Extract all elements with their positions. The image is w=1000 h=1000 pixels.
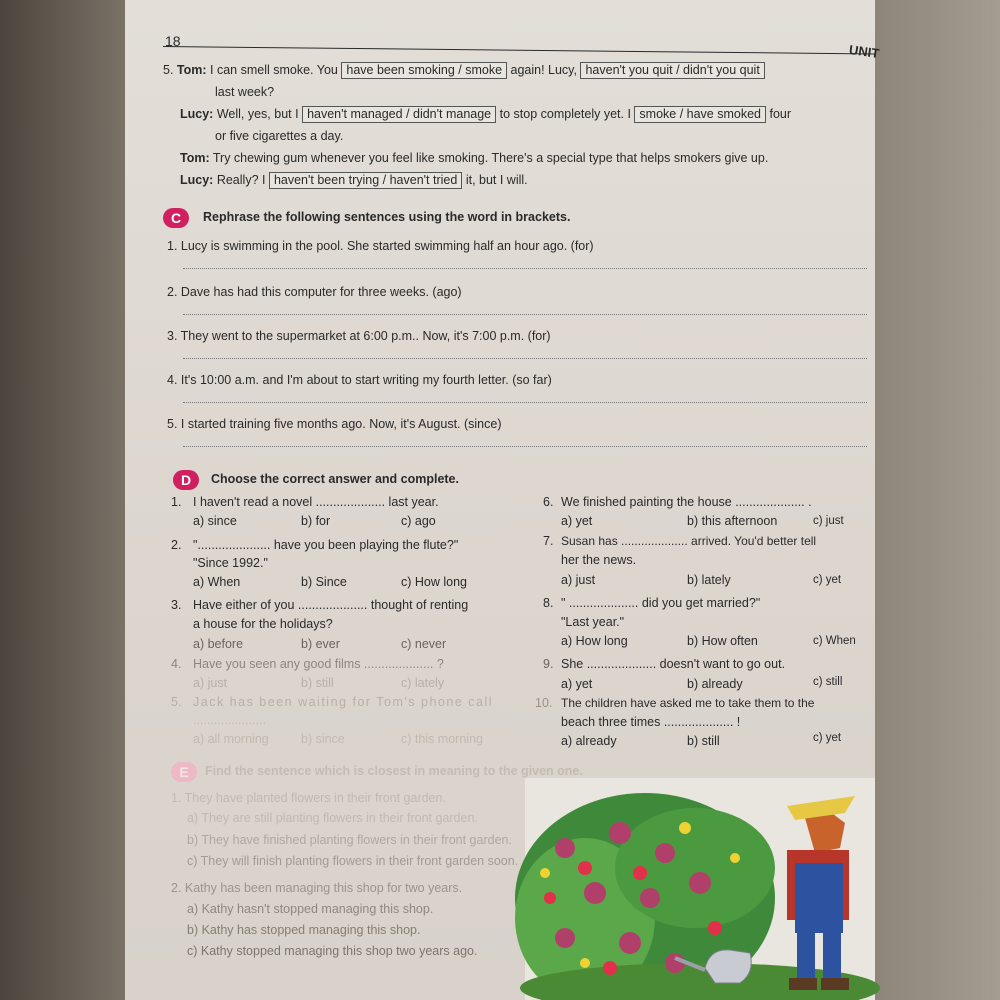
option[interactable]: b) still — [687, 734, 720, 748]
answer-line[interactable] — [183, 358, 867, 359]
dialogue-line-3 — [180, 150, 768, 166]
unit-label: UNIT — [848, 41, 881, 62]
option[interactable]: a) How long — [561, 634, 628, 648]
speaker: Tom: — [180, 151, 210, 165]
option[interactable]: b) since — [301, 732, 345, 746]
dialogue-line-4 — [180, 172, 528, 189]
option[interactable]: c) just — [813, 515, 844, 527]
rephrase-item: 5. I started training five months ago. Now, it's August. (since) — [167, 417, 502, 431]
question-text: "..................... have you been playing the flute?" — [193, 538, 459, 552]
question-text-2: a house for the holidays? — [193, 617, 333, 631]
option[interactable]: c) Kathy stopped managing this shop two years ago. — [187, 944, 478, 958]
section-d-badge: D — [173, 470, 199, 490]
option[interactable]: b) still — [301, 676, 334, 690]
option[interactable]: c) ago — [401, 514, 436, 528]
dialogue-text: Try chewing gum whenever you feel like smoking. There's a special type that helps smokers give up. — [212, 151, 769, 165]
rephrase-item: 4. It's 10:00 a.m. and I'm about to start writing my fourth letter. (so far) — [167, 373, 552, 387]
option[interactable]: b) They have finished planting flowers in their front garden. — [187, 833, 512, 847]
question-text: Have you seen any good films .................... ? — [193, 657, 444, 671]
option[interactable]: b) Since — [301, 575, 347, 589]
question-text: We finished painting the house .................... . — [561, 495, 812, 509]
speaker: Lucy: — [180, 173, 214, 187]
dialogue-line-1 — [163, 62, 765, 79]
option[interactable]: a) Kathy hasn't stopped managing this shop. — [187, 902, 434, 916]
speaker: Tom: — [176, 63, 207, 77]
question-text: I haven't read a novel .................... last year. — [193, 495, 439, 509]
option[interactable]: b) How often — [687, 634, 758, 648]
question-text-2: beach three times .................... ! — [561, 715, 741, 729]
e-question: 2. Kathy has been managing this shop for two years. — [171, 881, 463, 895]
section-e-title: Find the sentence which is closest in meaning to the given one. — [205, 764, 583, 778]
dialogue-line-2 — [180, 106, 791, 123]
option[interactable]: a) yet — [561, 514, 593, 528]
background-left — [0, 0, 125, 1000]
option[interactable]: a) just — [561, 573, 596, 587]
option[interactable]: c) never — [401, 637, 447, 651]
garden-fox-illustration — [525, 778, 875, 1000]
option[interactable]: b) Kathy has stopped managing this shop. — [187, 923, 421, 937]
option[interactable]: c) lately — [401, 676, 445, 690]
question-text: " .................... did you get married?" — [561, 596, 761, 610]
question-text: Jack has been waiting for Tom's phone call — [193, 695, 494, 709]
option[interactable]: b) already — [687, 677, 743, 691]
option[interactable]: b) lately — [687, 573, 731, 587]
option[interactable]: b) for — [301, 514, 331, 528]
option[interactable]: a) yet — [561, 677, 593, 691]
question-number: 7. — [543, 534, 554, 548]
question-number: 2. — [171, 538, 182, 552]
option[interactable]: b) this afternoon — [687, 514, 778, 528]
question-number: 5. — [171, 695, 182, 709]
dialogue-continuation: or five cigarettes a day. — [215, 129, 344, 143]
page-number: 18 — [165, 33, 181, 49]
option[interactable]: b) ever — [301, 637, 340, 651]
option[interactable]: a) already — [561, 734, 617, 748]
question-number: 10. — [535, 696, 553, 710]
dialogue-continuation: last week? — [215, 85, 275, 99]
question-text-2: her the news. — [561, 553, 637, 567]
speaker: Lucy: — [180, 107, 214, 121]
rephrase-item: 2. Dave has had this computer for three weeks. (ago) — [167, 285, 462, 299]
answer-line[interactable] — [183, 314, 867, 315]
dialogue-text: it, but I will. — [465, 173, 528, 187]
dialogue-text: Well, yes, but I — [216, 107, 299, 121]
question-number: 4. — [171, 657, 182, 671]
option[interactable]: a) before — [193, 637, 244, 651]
answer-choice-box[interactable]: haven't managed / didn't manage — [302, 106, 496, 123]
option[interactable]: c) They will finish planting flowers in their front garden soon. — [187, 854, 519, 868]
rephrase-item: 1. Lucy is swimming in the pool. She started swimming half an hour ago. (for) — [167, 239, 594, 253]
answer-choice-box[interactable]: have been smoking / smoke — [341, 62, 507, 79]
dialogue-text: again! Lucy, — [510, 63, 577, 77]
option[interactable]: c) How long — [401, 575, 467, 589]
option[interactable]: c) yet — [813, 574, 842, 586]
question-number: 6. — [543, 495, 554, 509]
answer-line[interactable] — [183, 402, 867, 403]
dialogue-text: I can smell smoke. You — [210, 63, 338, 77]
dialogue-text: to stop completely yet. I — [499, 107, 631, 121]
dialogue-text: Really? I — [216, 173, 266, 187]
workbook-page — [125, 0, 881, 1000]
option[interactable]: a) They are still planting flowers in their front garden. — [187, 811, 478, 825]
option[interactable]: c) still — [813, 676, 843, 688]
e-question: 1. They have planted flowers in their front garden. — [171, 791, 446, 805]
option[interactable]: a) When — [193, 575, 241, 589]
option[interactable]: c) this morning — [401, 732, 483, 746]
section-e-badge: E — [171, 762, 197, 782]
dialogue-number: 5. — [163, 63, 174, 77]
answer-line[interactable] — [183, 268, 867, 269]
option[interactable]: c) yet — [813, 732, 842, 744]
section-c-title: Rephrase the following sentences using the word in brackets. — [203, 210, 571, 224]
header-rule — [163, 46, 875, 54]
question-number: 3. — [171, 598, 182, 612]
option[interactable]: a) just — [193, 676, 228, 690]
question-text: Have either of you .................... thought of renting — [193, 598, 469, 612]
rephrase-item: 3. They went to the supermarket at 6:00 p.m.. Now, it's 7:00 p.m. (for) — [167, 329, 551, 343]
answer-choice-box[interactable]: haven't been trying / haven't tried — [269, 172, 462, 189]
option[interactable]: a) since — [193, 514, 237, 528]
question-text: The children have asked me to take them to the — [561, 696, 815, 710]
question-text-2: ..................... — [193, 713, 266, 727]
question-number: 9. — [543, 657, 554, 671]
option[interactable]: a) all morning — [193, 732, 269, 746]
dialogue-text: four — [769, 107, 792, 121]
option[interactable]: c) When — [813, 635, 856, 647]
section-d-title: Choose the correct answer and complete. — [211, 472, 459, 486]
background-right — [875, 0, 1000, 1000]
question-number: 1. — [171, 495, 182, 509]
answer-choice-box[interactable]: haven't you quit / didn't you quit — [580, 62, 764, 79]
answer-line[interactable] — [183, 446, 867, 447]
question-text-2: "Last year." — [561, 615, 625, 629]
answer-choice-box[interactable]: smoke / have smoked — [634, 106, 766, 123]
question-text: She .................... doesn't want to go out. — [561, 657, 786, 671]
question-text: Susan has .................... arrived. You'd better tell — [561, 534, 817, 548]
section-c-badge: C — [163, 208, 189, 228]
question-text-2: "Since 1992." — [193, 556, 268, 570]
question-number: 8. — [543, 596, 554, 610]
